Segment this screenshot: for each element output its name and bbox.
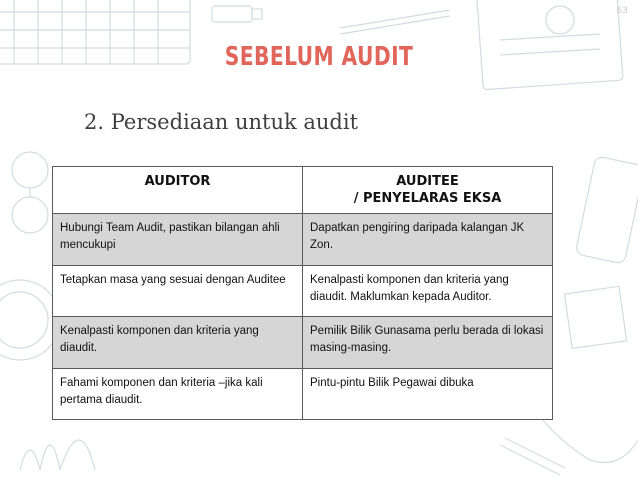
coffee-cup-icon bbox=[0, 280, 60, 360]
usb-drive-icon bbox=[212, 6, 262, 22]
glasses-icon bbox=[12, 152, 48, 233]
auditee-cell: Pemilik Bilik Gunasama perlu berada di lokasi masing-masing. bbox=[303, 317, 553, 369]
table-header-row bbox=[53, 167, 553, 214]
auditor-cell: Kenalpasti komponen dan kriteria yang diaudit. bbox=[53, 317, 303, 369]
table-row bbox=[53, 214, 553, 266]
slide-number: 63 bbox=[616, 6, 628, 16]
plant-icon bbox=[20, 440, 95, 470]
pen-icon bbox=[340, 10, 450, 34]
table-row bbox=[53, 368, 553, 420]
section-subtitle: 2. Persediaan untuk audit bbox=[84, 110, 359, 134]
header-auditor: AUDITOR bbox=[53, 167, 303, 214]
smartphone-icon bbox=[575, 156, 638, 264]
auditee-cell: Dapatkan pengiring daripada kalangan JK Zon. bbox=[303, 214, 553, 266]
table-row bbox=[53, 265, 553, 317]
auditee-cell: Kenalpasti komponen dan kriteria yang diaudit. Maklumkan kepada Auditor. bbox=[303, 265, 553, 317]
auditor-cell: Fahami komponen dan kriteria –jika kali pertama diaudit. bbox=[53, 368, 303, 420]
audit-preparation-table bbox=[52, 166, 553, 420]
pencil-icon bbox=[500, 438, 565, 475]
table-row bbox=[53, 317, 553, 369]
page-title: SEBELUM AUDIT bbox=[224, 42, 414, 72]
auditor-cell: Tetapkan masa yang sesuai dengan Auditee bbox=[53, 265, 303, 317]
auditee-cell: Pintu-pintu Bilik Pegawai dibuka bbox=[303, 368, 553, 420]
auditor-cell: Hubungi Team Audit, pastikan bilangan ahli mencukupi bbox=[53, 214, 303, 266]
header-auditee: AUDITEE / PENYELARAS EKSA bbox=[303, 167, 553, 214]
sticky-note-icon bbox=[565, 286, 627, 348]
